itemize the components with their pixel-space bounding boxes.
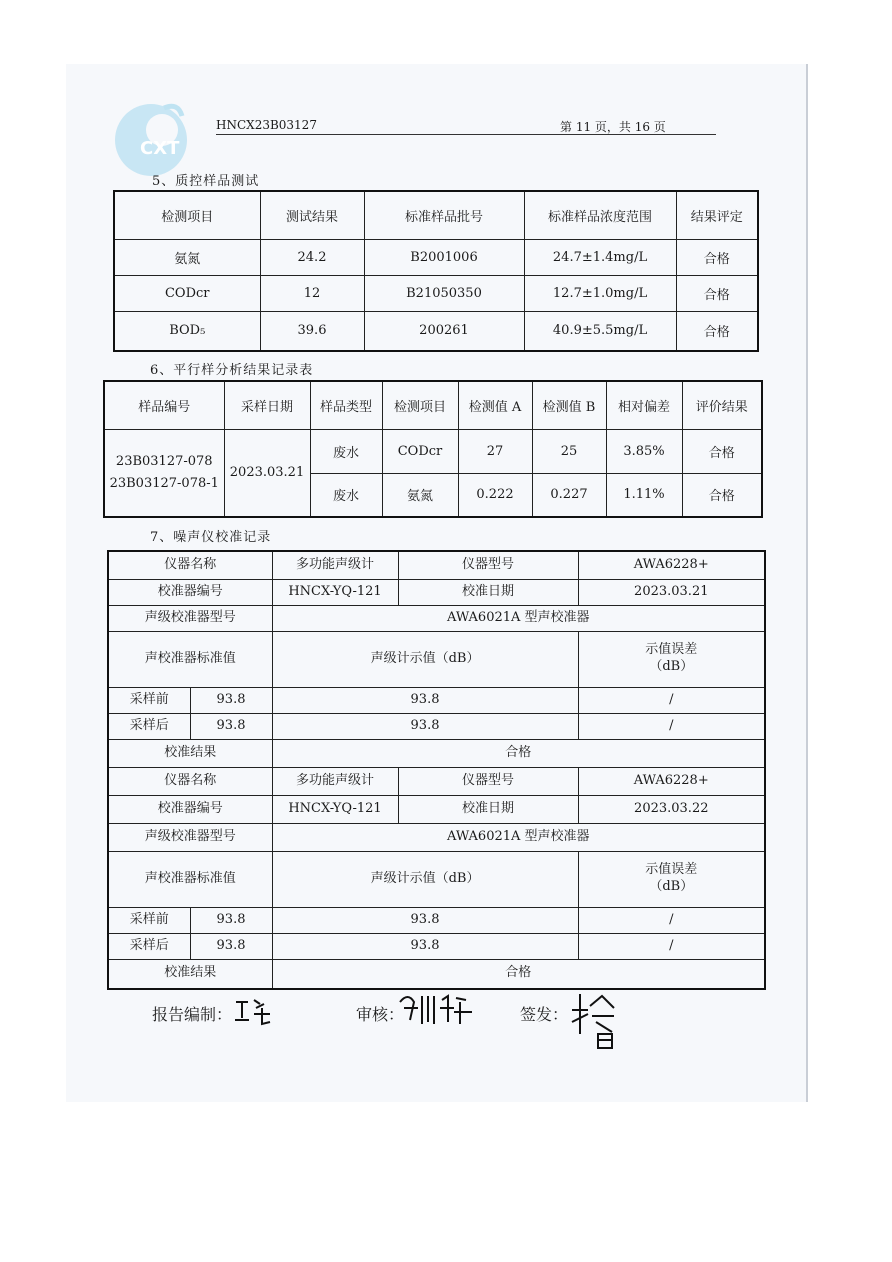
parallel-cell: 0.227 [532, 473, 606, 517]
before-error-value: / [578, 907, 765, 933]
noise-row [108, 959, 765, 989]
qc-cell: 合格 [676, 239, 758, 275]
qc-cell: 12 [260, 275, 364, 311]
before-std-value: 93.8 [190, 687, 272, 713]
issue-label: 签发： [520, 1005, 569, 1024]
before-reading-value: 93.8 [272, 687, 578, 713]
meter-reading-label: 声级计示值（dB） [272, 851, 578, 907]
instrument-model-label: 仪器型号 [398, 767, 578, 795]
parallel-section-title: 6、平行样分析结果记录表 [150, 363, 314, 378]
parallel-cell: 合格 [682, 429, 762, 473]
qc-cell: B2001006 [364, 239, 524, 275]
after-label: 采样后 [108, 933, 190, 959]
parallel-cell: 27 [458, 429, 532, 473]
calibration-date-value: 2023.03.21 [578, 579, 765, 605]
qc-cell: 200261 [364, 311, 524, 351]
noise-row [108, 605, 765, 631]
review-label: 审核： [356, 1005, 405, 1024]
after-label: 采样后 [108, 713, 190, 739]
error-label [578, 631, 765, 687]
parallel-cell: 25 [532, 429, 606, 473]
noise-row [108, 933, 765, 959]
sample-number: 23B03127-078 [115, 453, 213, 469]
qc-cell: CODcr [114, 275, 260, 311]
after-error-value: / [578, 933, 765, 959]
qc-cell: 39.6 [260, 311, 364, 351]
parallel-cell: 合格 [682, 473, 762, 517]
noise-row [108, 907, 765, 933]
sample-date: 2023.03.21 [224, 429, 310, 517]
qc-cell: 12.7±1.0mg/L [524, 275, 676, 311]
header-divider [216, 134, 716, 135]
calibration-date-label: 校准日期 [398, 579, 578, 605]
qc-header-row [114, 191, 758, 239]
calibrator-model-value: AWA6021A 型声校准器 [272, 823, 765, 851]
qc-cell: 氨氮 [114, 239, 260, 275]
qc-row [114, 239, 758, 275]
result-value: 合格 [272, 959, 765, 989]
parallel-header-cell: 检测项目 [382, 381, 458, 429]
reviewer-signature [396, 988, 476, 1028]
before-label: 采样前 [108, 687, 190, 713]
qc-table [113, 190, 759, 352]
parallel-cell: 废水 [310, 473, 382, 517]
result-value: 合格 [272, 739, 765, 767]
qc-cell: 合格 [676, 311, 758, 351]
qc-header-cell: 检测项目 [114, 191, 260, 239]
before-error-value: / [578, 687, 765, 713]
sample-number: 23B03127-078-1 [109, 475, 219, 491]
instrument-model-label: 仪器型号 [398, 551, 578, 579]
before-reading-value: 93.8 [272, 907, 578, 933]
calibrator-number-value: HNCX-YQ-121 [272, 795, 398, 823]
meter-reading-label: 声级计示值（dB） [272, 631, 578, 687]
calibrator-number-label: 校准器编号 [108, 579, 272, 605]
report-page [66, 64, 808, 1102]
parallel-row [104, 429, 762, 473]
calibrator-number-value: HNCX-YQ-121 [272, 579, 398, 605]
after-reading-value: 93.8 [272, 713, 578, 739]
calibrator-model-label: 声级校准器型号 [108, 605, 272, 631]
calibrator-model-label: 声级校准器型号 [108, 823, 272, 851]
error-label-line: （dB） [649, 659, 694, 674]
after-std-value: 93.8 [190, 713, 272, 739]
parallel-cell: CODcr [382, 429, 458, 473]
after-std-value: 93.8 [190, 933, 272, 959]
error-label-line: （dB） [649, 879, 694, 894]
noise-section-title: 7、噪声仪校准记录 [150, 530, 272, 545]
qc-header-cell: 标准样品浓度范围 [524, 191, 676, 239]
calibrator-std-label: 声校准器标准值 [108, 851, 272, 907]
calibrator-std-label: 声校准器标准值 [108, 631, 272, 687]
qc-cell: 40.9±5.5mg/L [524, 311, 676, 351]
qc-cell: 24.2 [260, 239, 364, 275]
qc-cell: BOD₅ [114, 311, 260, 351]
parallel-header-cell: 相对偏差 [606, 381, 682, 429]
result-label: 校准结果 [108, 739, 272, 767]
instrument-name-label: 仪器名称 [108, 551, 272, 579]
calibrator-model-value: AWA6021A 型声校准器 [272, 605, 765, 631]
qc-row [114, 275, 758, 311]
after-error-value: / [578, 713, 765, 739]
noise-row [108, 851, 765, 907]
before-std-value: 93.8 [190, 907, 272, 933]
report-number: HNCX23B03127 [216, 118, 317, 132]
noise-row [108, 631, 765, 687]
parallel-header-cell: 评价结果 [682, 381, 762, 429]
noise-row [108, 551, 765, 579]
qc-cell: 24.7±1.4mg/L [524, 239, 676, 275]
sample-number-cell [104, 429, 224, 517]
qc-header-cell: 测试结果 [260, 191, 364, 239]
qc-header-cell: 结果评定 [676, 191, 758, 239]
parallel-cell: 氨氮 [382, 473, 458, 517]
instrument-name-value: 多功能声级计 [272, 767, 398, 795]
parallel-header-cell: 检测值 B [532, 381, 606, 429]
instrument-name-label: 仪器名称 [108, 767, 272, 795]
instrument-model-value: AWA6228+ [578, 551, 765, 579]
parallel-table [103, 380, 763, 518]
parallel-cell: 0.222 [458, 473, 532, 517]
noise-row [108, 767, 765, 795]
issuer-signature [568, 988, 624, 1058]
noise-row [108, 795, 765, 823]
page-info: 第 11 页，共 16 页 [560, 120, 666, 134]
noise-row [108, 687, 765, 713]
calibration-date-value: 2023.03.22 [578, 795, 765, 823]
before-label: 采样前 [108, 907, 190, 933]
parallel-header-cell: 样品类型 [310, 381, 382, 429]
instrument-name-value: 多功能声级计 [272, 551, 398, 579]
error-label-line: 示值误差 [645, 862, 698, 878]
noise-calibration-table [107, 550, 766, 990]
svg-text:CXT: CXT [140, 138, 180, 159]
qc-row [114, 311, 758, 351]
result-label: 校准结果 [108, 959, 272, 989]
parallel-cell: 废水 [310, 429, 382, 473]
noise-row [108, 713, 765, 739]
compiled-by-signature [232, 994, 276, 1028]
parallel-header-row [104, 381, 762, 429]
error-label-line: 示值误差 [645, 642, 698, 658]
qc-cell: B21050350 [364, 275, 524, 311]
qc-cell: 合格 [676, 275, 758, 311]
parallel-header-cell: 检测值 A [458, 381, 532, 429]
calibration-date-label: 校准日期 [398, 795, 578, 823]
parallel-cell: 3.85% [606, 429, 682, 473]
after-reading-value: 93.8 [272, 933, 578, 959]
instrument-model-value: AWA6228+ [578, 767, 765, 795]
company-logo [106, 92, 196, 182]
parallel-header-cell: 采样日期 [224, 381, 310, 429]
error-label [578, 851, 765, 907]
parallel-cell: 1.11% [606, 473, 682, 517]
compiled-by-label: 报告编制： [152, 1005, 233, 1024]
noise-row [108, 739, 765, 767]
calibrator-number-label: 校准器编号 [108, 795, 272, 823]
parallel-header-cell: 样品编号 [104, 381, 224, 429]
qc-header-cell: 标准样品批号 [364, 191, 524, 239]
qc-section-title: 5、质控样品测试 [152, 174, 260, 189]
noise-row [108, 823, 765, 851]
noise-row [108, 579, 765, 605]
